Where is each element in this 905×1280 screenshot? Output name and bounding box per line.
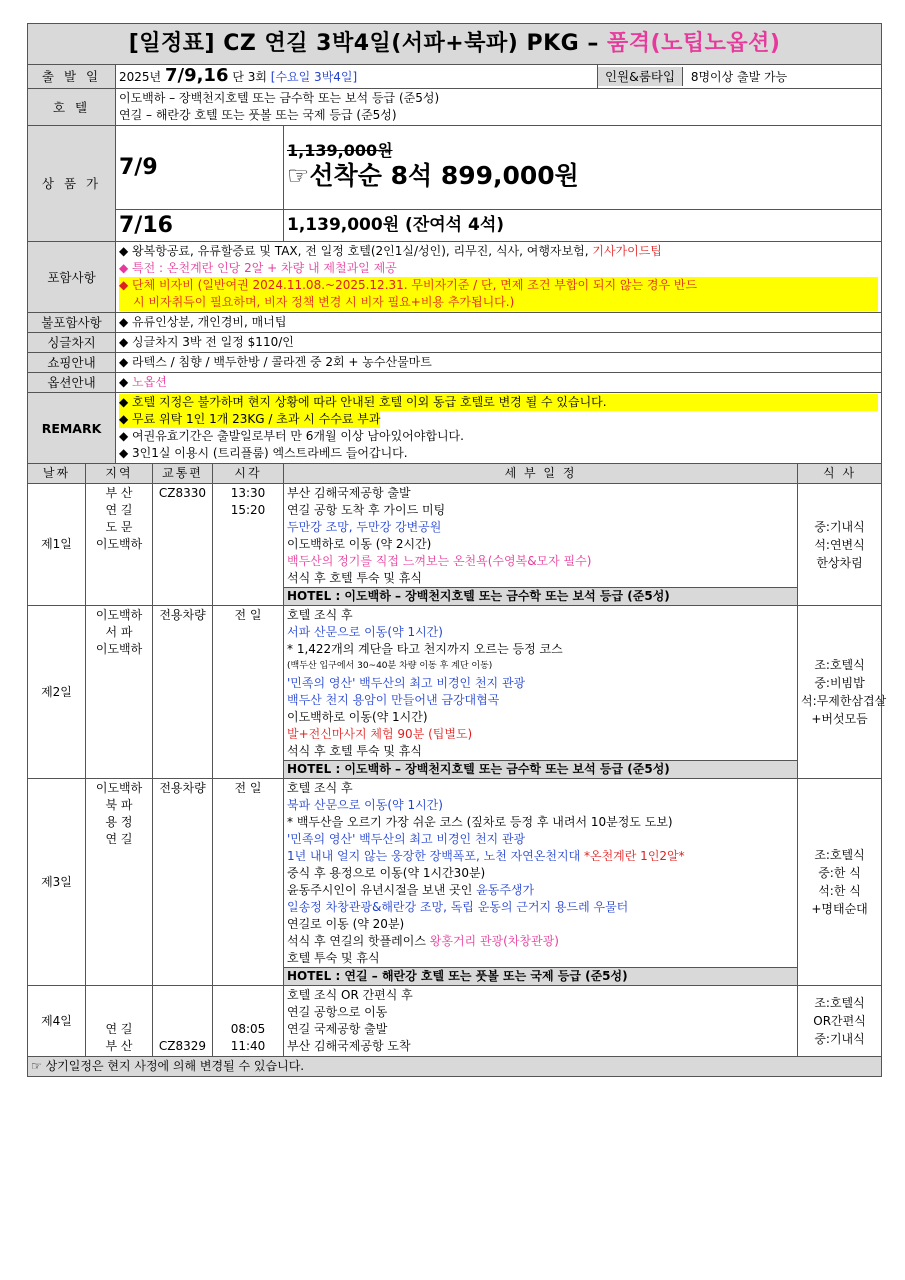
day-meals — [798, 779, 882, 986]
detail-text: '민족의 영산' 백두산의 최고 비경인 천지 관광 — [287, 676, 526, 690]
meal-item: 석:무제한삼겹살 — [801, 694, 887, 708]
detail-line — [287, 1004, 794, 1021]
single-label: 싱글차지 — [28, 333, 116, 353]
people-cell — [598, 65, 882, 89]
time-item: 15:20 — [230, 503, 266, 517]
region-item: 서 파 — [105, 625, 133, 639]
day-hotel: HOTEL : 연길 – 해란강 호텔 또는 풋볼 또는 국제 등급 (준5성) — [284, 967, 797, 985]
detail-extra: 왕홍거리 관광(차창관광) — [425, 934, 559, 948]
departure-count: 단 3회 — [232, 70, 267, 84]
col-meal: 식 사 — [798, 464, 882, 484]
day-transport: CZ8329 — [153, 986, 213, 1057]
detail-line — [287, 848, 794, 865]
option-value — [116, 373, 882, 393]
region-item: 이도백하 — [95, 608, 143, 622]
detail-line — [287, 519, 794, 536]
option-prefix: ◆ — [119, 375, 133, 389]
remark-line-4: ◆ 3인1실 이용시 (트리플룸) 엑스트라베드 들어갑니다. — [119, 446, 408, 460]
detail-line — [287, 831, 794, 848]
detail-line — [287, 780, 794, 797]
page-title — [28, 24, 882, 65]
day-details — [284, 484, 798, 606]
day-details — [284, 986, 798, 1057]
detail-line — [287, 987, 794, 1004]
detail-line — [287, 865, 794, 882]
day-transport: 전용차량 — [153, 606, 213, 779]
hotel-line-1: 이도백하 – 장백천지호텔 또는 금수학 또는 보석 등급 (준5성) — [119, 91, 440, 105]
day-meals — [798, 606, 887, 779]
day-label: 제1일 — [28, 484, 86, 606]
day-label: 제2일 — [28, 606, 86, 779]
time-item: 전 일 — [234, 781, 262, 795]
day-row — [28, 779, 882, 986]
day-row — [28, 986, 882, 1057]
region-item: 부 산 — [105, 1039, 133, 1053]
includes-line-4: 시 비자취득이 필요하며, 비자 정책 변경 시 비자 필요+비용 추가됩니다.) — [119, 294, 878, 311]
price-promo-cell — [284, 126, 882, 210]
detail-text: 호텔 조식 OR 간편식 후 — [287, 988, 413, 1002]
departure-label: 출 발 일 — [28, 65, 116, 89]
col-date: 날짜 — [28, 464, 86, 484]
day-meals — [798, 484, 882, 606]
meal-item: 중:한 식 — [818, 866, 861, 880]
title-main: [일정표] CZ 연길 3박4일(서파+북파) PKG – — [128, 31, 599, 56]
detail-line — [287, 692, 794, 709]
meal-item: 중:기내식 — [814, 519, 865, 534]
detail-text: 백두산의 정기를 직접 느껴보는 온천욕(수영복&모자 필수) — [287, 554, 592, 568]
remark-value — [116, 393, 882, 464]
day-transport: CZ8330 — [153, 484, 213, 606]
remark-line-2: ◆ 무료 위탁 1인 1개 23KG / 초과 시 수수료 부과 — [119, 412, 381, 426]
detail-line — [287, 899, 794, 916]
detail-text: 석식 후 연길의 핫플레이스 — [287, 934, 426, 948]
day-times — [213, 606, 284, 779]
detail-text: 중식 후 용정으로 이동(약 1시간30분) — [287, 866, 486, 880]
remark-line-1: ◆ 호텔 지정은 불가하며 현지 상황에 따라 안내된 호텔 이외 동급 호텔로 변경 될 수 있습니다. — [119, 394, 878, 411]
shopping-value: ◆ 라텍스 / 침향 / 백두한방 / 콜라겐 중 2회 + 농수산물마트 — [116, 353, 882, 373]
option-text: 노옵션 — [132, 375, 167, 389]
detail-extra: *온천계란 1인2알* — [580, 849, 685, 863]
detail-text: 호텔 투숙 및 휴식 — [287, 951, 380, 965]
time-item: 13:30 — [230, 486, 266, 500]
meal-item: 석:한 식 — [818, 884, 861, 898]
detail-text: 이도백하로 이동 (약 2시간) — [287, 537, 432, 551]
detail-text: 일송정 차창관광&해란강 조망, 독립 운동의 근거지 용드레 우물터 — [287, 900, 629, 914]
region-item: 북 파 — [105, 798, 133, 812]
meal-item: 조:호텔식 — [814, 848, 865, 862]
meal-item: 한상차림 — [816, 555, 863, 570]
detail-line — [287, 797, 794, 814]
remark-line-3: ◆ 여권유효기간은 출발일로부터 만 6개월 이상 남아있어야합니다. — [119, 429, 464, 443]
meal-item: 중:기내식 — [814, 1032, 865, 1046]
option-label: 옵션안내 — [28, 373, 116, 393]
detail-line — [287, 814, 794, 831]
hotel-line-2: 연길 – 해란강 호텔 또는 풋볼 또는 국제 등급 (준5성) — [119, 108, 397, 122]
itinerary-sheet — [27, 23, 887, 1077]
detail-text: 연길 국제공항 출발 — [287, 1022, 388, 1036]
day-regions — [86, 606, 153, 779]
old-price: 1,139,000원 — [287, 141, 393, 160]
meal-item: 석:연변식 — [814, 537, 865, 552]
price-2: 1,139,000원 (잔여석 4석) — [284, 210, 882, 242]
detail-line — [287, 502, 794, 519]
excludes-value: ◆ 유류인상분, 개인경비, 매너팁 — [116, 313, 882, 333]
shopping-label: 쇼핑안내 — [28, 353, 116, 373]
day-row — [28, 484, 882, 606]
detail-line — [287, 607, 794, 624]
includes-label: 포함사항 — [28, 242, 116, 313]
detail-line — [287, 726, 794, 743]
detail-text: 석식 후 호텔 투숙 및 휴식 — [287, 744, 422, 758]
title-accent: 품격(노팁노옵션) — [598, 31, 781, 56]
detail-text: 윤동주시인이 유년시절을 보낸 곳인 — [287, 883, 473, 897]
meal-item: 조:호텔식 — [814, 996, 865, 1010]
people-value: 8명이상 출발 가능 — [690, 70, 788, 84]
detail-line — [287, 675, 794, 692]
meal-item: OR간편식 — [813, 1014, 866, 1028]
day-regions — [86, 986, 153, 1057]
detail-line — [287, 553, 794, 570]
detail-line — [287, 933, 794, 950]
departure-year: 2025년 — [119, 70, 162, 84]
detail-line — [287, 570, 794, 587]
single-value: ◆ 싱글차지 3박 전 일정 $110/인 — [116, 333, 882, 353]
footer-note: ☞ 상기일정은 현지 사정에 의해 변경될 수 있습니다. — [28, 1057, 882, 1077]
col-detail: 세 부 일 정 — [284, 464, 798, 484]
includes-value — [116, 242, 882, 313]
detail-text: '민족의 영산' 백두산의 최고 비경인 천지 관광 — [287, 832, 526, 846]
price-date-1: 7/9 — [116, 126, 284, 210]
region-item: 연 길 — [105, 503, 133, 517]
region-item: 이도백하 — [95, 537, 143, 551]
hotel-label: 호 텔 — [28, 89, 116, 126]
departure-value — [116, 65, 598, 89]
detail-line — [287, 624, 794, 641]
meal-item: +버섯모듬 — [811, 712, 868, 726]
detail-line — [287, 950, 794, 967]
detail-line — [287, 536, 794, 553]
day-meals — [798, 986, 882, 1057]
detail-text: 연길 공항 도착 후 가이드 미팅 — [287, 503, 446, 517]
price-label: 상 품 가 — [28, 126, 116, 242]
region-item: 용 정 — [105, 815, 133, 829]
detail-text: 북파 산문으로 이동(약 1시간) — [287, 798, 443, 812]
col-region: 지역 — [86, 464, 153, 484]
detail-text: 호텔 조식 후 — [287, 781, 353, 795]
day-hotel: HOTEL : 이도백하 – 장백천지호텔 또는 금수학 또는 보석 등급 (준5성) — [284, 760, 797, 778]
detail-text: 부산 김해국제공항 도착 — [287, 1039, 411, 1053]
region-item: 연 길 — [105, 1022, 133, 1036]
detail-text: 부산 김해국제공항 출발 — [287, 486, 411, 500]
includes-line-2: ◆ 특전 : 온천계란 인당 2알 + 차량 내 제철과일 제공 — [119, 261, 397, 275]
detail-text: 발+전신마사지 체험 90분 (팁별도) — [287, 727, 473, 741]
detail-text: (백두산 입구에서 30~40분 차량 이동 후 계단 이동) — [287, 661, 493, 671]
region-item: 연 길 — [105, 832, 133, 846]
detail-text: * 1,422개의 계단을 타고 천지까지 오르는 등정 코스 — [287, 642, 563, 656]
detail-line — [287, 709, 794, 726]
detail-line — [287, 641, 794, 658]
day-times — [213, 986, 284, 1057]
time-item: 전 일 — [234, 608, 262, 622]
day-label: 제3일 — [28, 779, 86, 986]
day-row — [28, 606, 882, 779]
day-details — [284, 606, 798, 779]
price-date-2: 7/16 — [116, 210, 284, 242]
meal-item: 조:호텔식 — [814, 658, 865, 672]
detail-line — [287, 743, 794, 760]
includes-tip: 기사가이드팁 — [588, 244, 662, 258]
col-time: 시각 — [213, 464, 284, 484]
day-label: 제4일 — [28, 986, 86, 1057]
people-label: 인원&룸타입 — [598, 67, 683, 86]
col-transport: 교통편 — [153, 464, 213, 484]
itinerary-table — [27, 23, 887, 1077]
day-times — [213, 779, 284, 986]
region-item: 이도백하 — [95, 781, 143, 795]
day-regions — [86, 779, 153, 986]
meal-item: 중:비빔밥 — [814, 676, 865, 690]
detail-text: 연길 공항으로 이동 — [287, 1005, 388, 1019]
day-times — [213, 484, 284, 606]
remark-label: REMARK — [28, 393, 116, 464]
detail-text: * 백두산을 오르기 가장 쉬운 코스 (짚차로 등정 후 내려서 10분정도 도보) — [287, 815, 673, 829]
meal-item: +명태순대 — [811, 902, 868, 916]
detail-text: 이도백하로 이동(약 1시간) — [287, 710, 428, 724]
detail-text: 백두산 천지 용암이 만들어낸 금강대협곡 — [287, 693, 500, 707]
time-item: 08:05 — [230, 1022, 266, 1036]
includes-line-3: ◆ 단체 비자비 (일반여권 2024.11.08.~2025.12.31. 무비자기준 / 단, 면제 조건 부합이 되지 않는 경우 반드 — [119, 277, 878, 294]
region-item: 부 산 — [105, 486, 133, 500]
time-item: 11:40 — [230, 1039, 266, 1053]
includes-line-1: ◆ 왕복항공료, 유류할증료 및 TAX, 전 일정 호텔(2인1실/성인), 리무진, 식사, 여행자보험, — [119, 244, 589, 258]
detail-text: 호텔 조식 후 — [287, 608, 353, 622]
region-item: 도 문 — [105, 520, 133, 534]
schedule-body — [28, 484, 887, 1057]
day-details — [284, 779, 798, 986]
hotel-value — [116, 89, 882, 126]
detail-line — [287, 658, 794, 675]
region-item: 이도백하 — [95, 642, 143, 656]
detail-line — [287, 1021, 794, 1038]
promo-price: ☞선착순 8석 899,000원 — [287, 161, 579, 190]
detail-text: 서파 산문으로 이동(약 1시간) — [287, 625, 443, 639]
detail-line — [287, 882, 794, 899]
detail-line — [287, 1038, 794, 1055]
excludes-label: 불포함사항 — [28, 313, 116, 333]
detail-line — [287, 485, 794, 502]
departure-dates: 7/9,16 — [164, 65, 229, 86]
detail-extra: 윤동주생가 — [472, 883, 535, 897]
detail-text: 연길로 이동 (약 20분) — [287, 917, 405, 931]
day-regions — [86, 484, 153, 606]
departure-weekday: [수요일 3박4일] — [270, 70, 358, 84]
day-transport: 전용차량 — [153, 779, 213, 986]
detail-text: 석식 후 호텔 투숙 및 휴식 — [287, 571, 422, 585]
detail-text: 두만강 조망, 두만강 강변공원 — [287, 520, 442, 534]
detail-line — [287, 916, 794, 933]
detail-text: 1년 내내 얼지 않는 웅장한 장백폭포, 노천 자연온천지대 — [287, 849, 581, 863]
day-hotel: HOTEL : 이도백하 – 장백천지호텔 또는 금수학 또는 보석 등급 (준5성) — [284, 587, 797, 605]
